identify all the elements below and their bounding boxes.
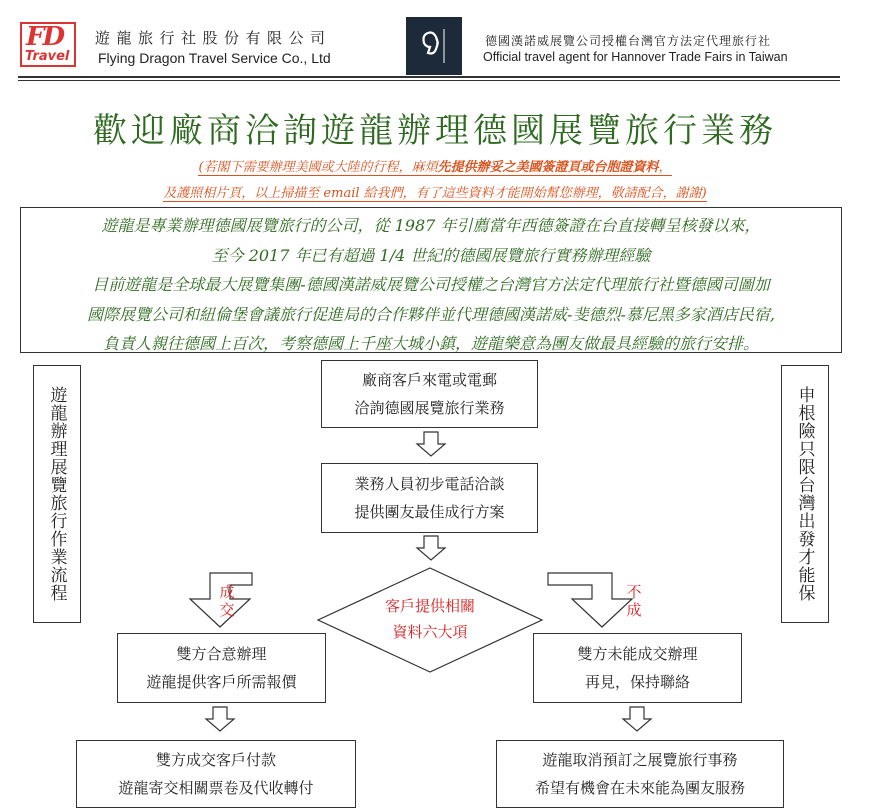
agent-statement-en: Official travel agent for Hannover Trade Fairs in Taiwan [483, 50, 788, 64]
flow-step-no-deal [533, 633, 742, 703]
bent-arrow-right-icon [548, 573, 632, 627]
intro-line: 負責人親往德國上百次，考察德國上千座大城小鎮，遊龍樂意為團友做最具經驗的旅行安排。 [102, 334, 759, 353]
process-label-box: 遊龍辦理展覽旅行作業流程 [33, 365, 81, 623]
insurance-note-box: 申根險只限台灣出發才能保 [781, 365, 829, 623]
notice-2c: 給我們，有了這些資料才能開始幫您辦理，敬請配合，謝謝) [363, 186, 707, 201]
flow-text: 客戶提供相關 [384, 597, 475, 615]
flow-text: 希望有機會在未來能為團友服務 [534, 779, 745, 797]
notice-2a: 及護照相片頁，以上掃描至 [163, 186, 320, 201]
flow-step-consult [321, 463, 538, 533]
flow-text: 遊龍取消預訂之展覽旅行事務 [542, 751, 738, 769]
intro-line: 國際展覽公司和紐倫堡會議旅行促進局的合作夥伴並代理德國漢諾威-斐德烈-慕尼黑多家酒店民宿, [87, 304, 775, 324]
flow-text: 雙方未能成交辦理 [577, 645, 698, 663]
flow-step-cancel [496, 740, 784, 808]
flow-step-inquiry [321, 360, 538, 428]
company-name-zh: 遊龍旅行社股份有限公司 [95, 29, 332, 47]
flow-text: 遊龍寄交相關票卷及代收轉付 [118, 779, 314, 797]
intro-line: 遊龍是專業辦理德國展覽旅行的公司，從 1987 年引薦當年西德簽證在台直接轉呈核發以來， [101, 216, 761, 235]
arrow-down-icon [206, 707, 234, 731]
deal-no-label: 不成 [626, 583, 642, 619]
agent-statement-zh: 德國漢諾威展覽公司授權台灣官方法定代理旅行社 [485, 34, 772, 48]
notice-1c: ， [658, 160, 672, 175]
flow-text: 業務人員初步電話洽談 [354, 475, 505, 493]
flow-step-payment [76, 740, 356, 808]
decision-text [350, 593, 510, 645]
flow-text: 洽詢德國展覽旅行業務 [354, 399, 505, 417]
intro-line: 目前遊龍是全球最大展覽集團-德國漢諾威展覽公司授權之台灣官方法定代理旅行社暨德國司圖加 [92, 275, 770, 294]
logo-subtitle: Travel [25, 49, 70, 64]
flow-text: 資料六大項 [392, 623, 468, 641]
flow-text: 遊龍提供客戶所需報價 [146, 673, 297, 691]
flow-text: 雙方合意辦理 [176, 645, 267, 663]
logo-mark: FD [26, 22, 64, 52]
deal-yes-label: 成交 [219, 583, 235, 619]
flow-text: 再見，保持聯絡 [584, 673, 690, 691]
flow-text: 廠商客戶來電或電郵 [361, 371, 497, 389]
company-name-en: Flying Dragon Travel Service Co., Ltd [98, 50, 331, 66]
page-title: 歡迎廠商洽詢遊龍辦理德國展覽旅行業務 [93, 111, 777, 151]
notice-1a: (若閣下需要辦理美國或大陸的行程，麻煩 [198, 160, 438, 175]
flow-text: 雙方成交客戶付款 [155, 751, 276, 769]
arrow-down-icon [623, 707, 651, 731]
arrow-down-icon [417, 432, 445, 456]
arrow-down-icon [417, 536, 445, 560]
notice-1b: 先提供辦妥之美國簽證頁或台胞證資料 [437, 160, 659, 175]
notice-2b: email [323, 186, 360, 201]
flow-text: 提供團友最佳成行方案 [354, 503, 505, 521]
flow-step-agreed [117, 633, 326, 703]
intro-line: 至今 2017 年已有超過 1/4 世紀的德國展覽旅行實務辦理經驗 [211, 245, 651, 265]
